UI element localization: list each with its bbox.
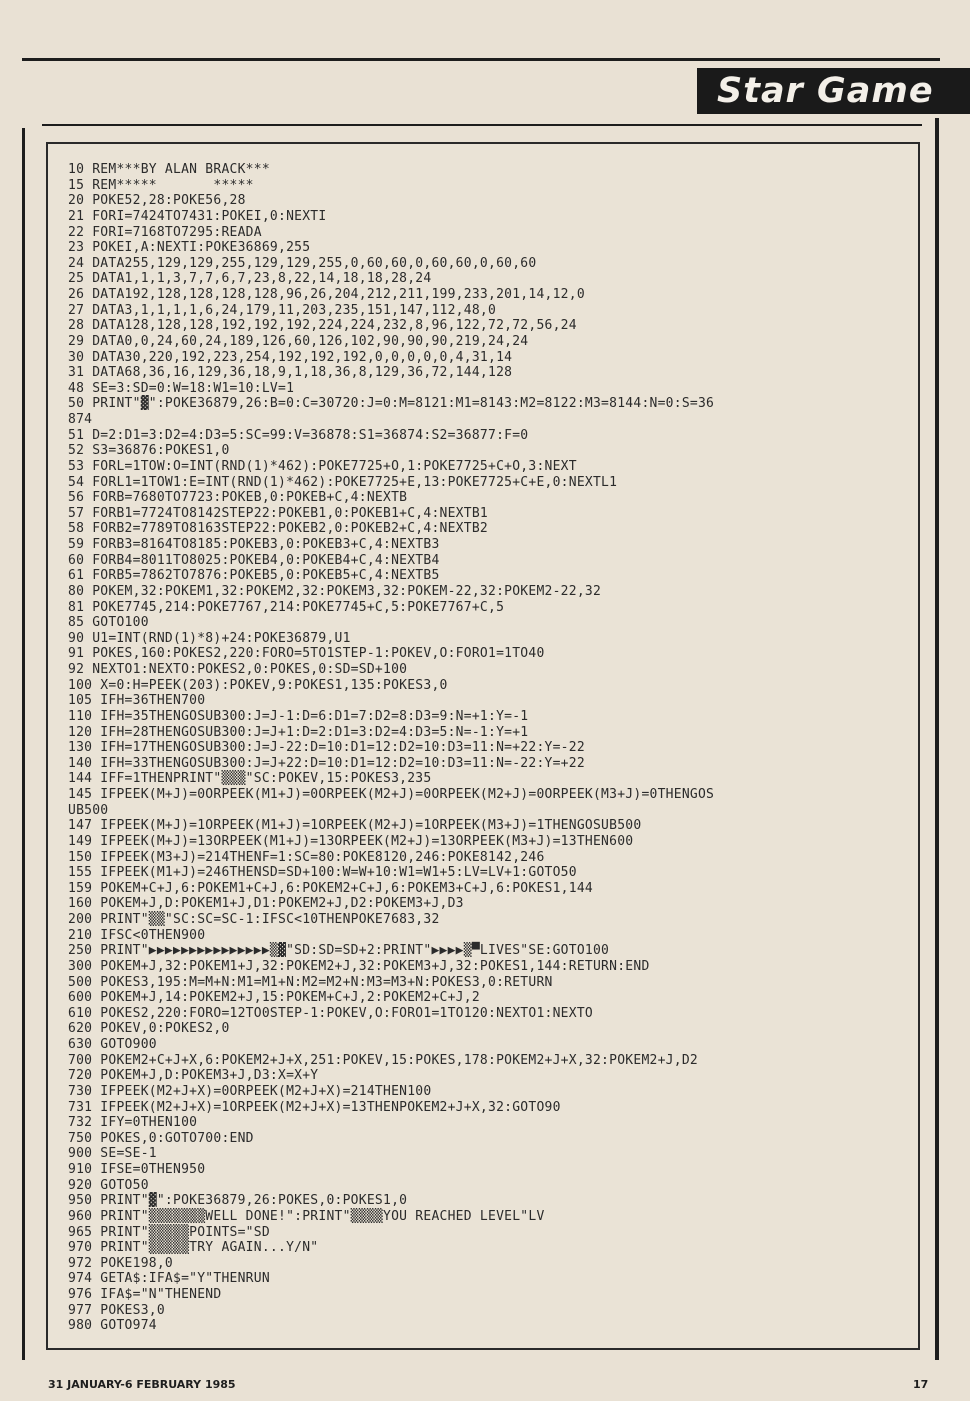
code-line: 300 POKEM+J,32:POKEM1+J,32:POKEM2+J,32:POKEM3+J,32:POKES1,144:RETURN:END [68, 958, 650, 974]
code-line: 700 POKEM2+C+J+X,6:POKEM2+J+X,251:POKEV,15:POKES,178:POKEM2+J+X,32:POKEM2+J,D2 [68, 1052, 698, 1068]
code-line: 54 FORL1=1TOW1:E=INT(RND(1)*462):POKE7725+E,13:POKE7725+C+E,0:NEXTL1 [68, 474, 618, 490]
code-line: 28 DATA128,128,128,192,192,192,224,224,232,8,96,122,72,72,56,24 [68, 318, 577, 334]
code-line: 732 IFY=0THEN100 [68, 1115, 198, 1131]
code-line: 980 GOTO974 [68, 1318, 157, 1334]
code-line: 200 PRINT"▒▒"SC:SC=SC-1:IFSC<10THENPOKE7683,32 [68, 912, 440, 927]
code-line: 51 D=2:D1=3:D2=4:D3=5:SC=99:V=36878:S1=36874:S2=36877:F=0 [68, 427, 529, 443]
code-line: 144 IFF=1THENPRINT"▒▒▒"SC:POKEV,15:POKES3,235 [68, 771, 432, 787]
code-line: 976 IFA$="N"THENEND [68, 1287, 222, 1302]
code-line: 92 NEXTO1:NEXTO:POKES2,0:POKES,0:SD=SD+100 [68, 662, 408, 677]
code-line: 974 GETA$:IFA$="Y"THENRUN [68, 1271, 270, 1287]
code-line: 10 REM***BY ALAN BRACK*** [68, 162, 270, 177]
code-line: 90 U1=INT(RND(1)*8)+24:POKE36879,U1 [68, 630, 351, 646]
code-line: 950 PRINT"▓":POKE36879,26:POKES,0:POKES1,0 [68, 1193, 408, 1209]
code-line: 57 FORB1=7724TO8142STEP22:POKEB1,0:POKEB1+C,4:NEXTB1 [68, 505, 488, 521]
code-line: 972 POKE198,0 [68, 1255, 173, 1271]
code-line: 30 DATA30,220,192,223,254,192,192,192,0,0,0,0,0,4,31,14 [68, 349, 513, 365]
code-line: 24 DATA255,129,129,255,129,129,255,0,60,60,0,60,60,0,60,60 [68, 255, 537, 271]
section-title-banner: Star Game [697, 68, 970, 114]
code-line: 149 IFPEEK(M+J)=13ORPEEK(M1+J)=13ORPEEK(M2+J)=13ORPEEK(M3+J)=13THEN600 [68, 833, 634, 849]
issue-date: 31 JANUARY-6 FEBRUARY 1985 [48, 1378, 236, 1391]
code-line: UB500 [68, 802, 109, 818]
code-line: 25 DATA1,1,1,3,7,7,6,7,23,8,22,14,18,18,28,24 [68, 271, 432, 287]
code-line: 85 GOTO100 [68, 615, 149, 631]
code-line: 91 POKES,160:POKES2,220:FORO=5TO1STEP-1:POKEV,O:FORO1=1TO40 [68, 646, 545, 662]
code-line: 100 X=0:H=PEEK(203):POKEV,9:POKES1,135:POKES3,0 [68, 677, 448, 693]
code-line: 59 FORB3=8164TO8185:POKEB3,0:POKEB3+C,4:NEXTB3 [68, 537, 440, 552]
header-underline [42, 124, 922, 126]
code-line: 29 DATA0,0,24,60,24,189,126,60,126,102,90,90,90,219,24,24 [68, 333, 529, 349]
code-line: 80 POKEM,32:POKEM1,32:POKEM2,32:POKEM3,32:POKEM-22,32:POKEM2-22,32 [68, 583, 602, 599]
code-line: 630 GOTO900 [68, 1037, 157, 1052]
code-line: 27 DATA3,1,1,1,1,6,24,179,11,203,235,151,147,112,48,0 [68, 302, 497, 318]
code-line: 500 POKES3,195:M=M+N:M1=M1+N:M2=M2+N:M3=M3+N:POKES3,0:RETURN [68, 974, 553, 990]
left-margin-rule [22, 128, 25, 1360]
code-line: 620 POKEV,0:POKES2,0 [68, 1021, 230, 1037]
code-line: 110 IFH=35THENGOSUB300:J=J-1:D=6:D1=7:D2=8:D3=9:N=+1:Y=-1 [68, 708, 529, 724]
code-line: 26 DATA192,128,128,128,128,96,26,204,212,211,199,233,201,14,12,0 [68, 287, 585, 302]
code-line: 900 SE=SE-1 [68, 1146, 157, 1162]
code-line: 731 IFPEEK(M2+J+X)=1ORPEEK(M2+J+X)=13THENPOKEM2+J+X,32:GOTO90 [68, 1099, 561, 1115]
code-line: 130 IFH=17THENGOSUB300:J=J-22:D=10:D1=12:D2=10:D3=11:N=+22:Y=-22 [68, 740, 585, 756]
page-number: 17 [913, 1378, 929, 1391]
code-line: 160 POKEM+J,D:POKEM1+J,D1:POKEM2+J,D2:POKEM3+J,D3 [68, 896, 464, 912]
code-line: 730 IFPEEK(M2+J+X)=0ORPEEK(M2+J+X)=214THEN100 [68, 1083, 432, 1099]
code-line: 20 POKE52,28:POKE56,28 [68, 193, 246, 209]
code-line: 15 REM***** ***** [68, 177, 254, 193]
code-line: 105 IFH=36THEN700 [68, 693, 206, 709]
code-line: 56 FORB=7680TO7723:POKEB,0:POKEB+C,4:NEXTB [68, 490, 408, 506]
code-line: 970 PRINT"▒▒▒▒▒TRY AGAIN...Y/N" [68, 1240, 319, 1256]
code-line: 145 IFPEEK(M+J)=0ORPEEK(M1+J)=0ORPEEK(M2+J)=0ORPEEK(M2+J)=0ORPEEK(M3+J)=0THENGOS [68, 787, 715, 802]
code-line: 610 POKES2,220:FORO=12TO0STEP-1:POKEV,O:FORO1=1TO120:NEXTO1:NEXTO [68, 1005, 593, 1021]
code-line: 965 PRINT"▒▒▒▒▒POINTS="SD [68, 1224, 270, 1240]
code-line: 920 GOTO50 [68, 1177, 149, 1193]
code-line: 150 IFPEEK(M3+J)=214THENF=1:SC=80:POKE8120,246:POKE8142,246 [68, 849, 545, 865]
code-line: 61 FORB5=7862TO7876:POKEB5,0:POKEB5+C,4:NEXTB5 [68, 568, 440, 584]
code-line: 21 FORI=7424TO7431:POKEI,0:NEXTI [68, 208, 327, 224]
code-line: 52 S3=36876:POKES1,0 [68, 443, 230, 459]
code-line: 977 POKES3,0 [68, 1302, 165, 1318]
code-line: 210 IFSC<0THEN900 [68, 927, 206, 943]
program-listing-box [46, 142, 920, 1350]
code-line: 22 FORI=7168TO7295:READA [68, 224, 262, 240]
code-line: 159 POKEM+C+J,6:POKEM1+C+J,6:POKEM2+C+J,6:POKEM3+C+J,6:POKES1,144 [68, 880, 593, 896]
code-line: 58 FORB2=7789TO8163STEP22:POKEB2,0:POKEB2+C,4:NEXTB2 [68, 521, 488, 537]
top-rule [22, 58, 940, 61]
code-line: 720 POKEM+J,D:POKEM3+J,D3:X=X+Y [68, 1068, 319, 1084]
code-line: 140 IFH=33THENGOSUB300:J=J+22:D=10:D1=12:D2=10:D3=11:N=-22:Y=+22 [68, 755, 585, 771]
code-line: 48 SE=3:SD=0:W=18:W1=10:LV=1 [68, 380, 295, 396]
code-line: 874 [68, 412, 93, 427]
code-line: 960 PRINT"▒▒▒▒▒▒▒WELL DONE!":PRINT"▒▒▒▒YOU REACHED LEVEL"LV [68, 1208, 545, 1224]
code-line: 53 FORL=1TOW:O=INT(RND(1)*462):POKE7725+O,1:POKE7725+C+O,3:NEXT [68, 458, 577, 474]
code-line: 250 PRINT"▶▶▶▶▶▶▶▶▶▶▶▶▶▶▶▒▓"SD:SD=SD+2:PRINT"▶▶▶▶▒▀LIVES"SE:GOTO100 [68, 943, 610, 959]
code-line: 50 PRINT"▓":POKE36879,26:B=0:C=30720:J=0:M=8121:M1=8143:M2=8122:M3=8144:N=0:S=36 [68, 396, 715, 412]
code-line: 81 POKE7745,214:POKE7767,214:POKE7745+C,5:POKE7767+C,5 [68, 599, 505, 615]
right-margin-rule [935, 118, 939, 1360]
code-line: 750 POKES,0:GOTO700:END [68, 1130, 254, 1146]
code-line: 910 IFSE=0THEN950 [68, 1162, 206, 1177]
code-line: 60 FORB4=8011TO8025:POKEB4,0:POKEB4+C,4:NEXTB4 [68, 552, 440, 568]
code-line: 600 POKEM+J,14:POKEM2+J,15:POKEM+C+J,2:POKEM2+C+J,2 [68, 990, 480, 1006]
program-listing [68, 162, 908, 1334]
code-line: 147 IFPEEK(M+J)=1ORPEEK(M1+J)=1ORPEEK(M2+J)=1ORPEEK(M3+J)=1THENGOSUB500 [68, 818, 642, 834]
code-line: 120 IFH=28THENGOSUB300:J=J+1:D=2:D1=3:D2=4:D3=5:N=-1:Y=+1 [68, 724, 529, 740]
code-line: 155 IFPEEK(M1+J)=246THENSD=SD+100:W=W+10:W1=W1+5:LV=LV+1:GOTO50 [68, 865, 577, 881]
code-line: 31 DATA68,36,16,129,36,18,9,1,18,36,8,129,36,72,144,128 [68, 365, 513, 381]
code-line: 23 POKEI,A:NEXTI:POKE36869,255 [68, 240, 311, 256]
